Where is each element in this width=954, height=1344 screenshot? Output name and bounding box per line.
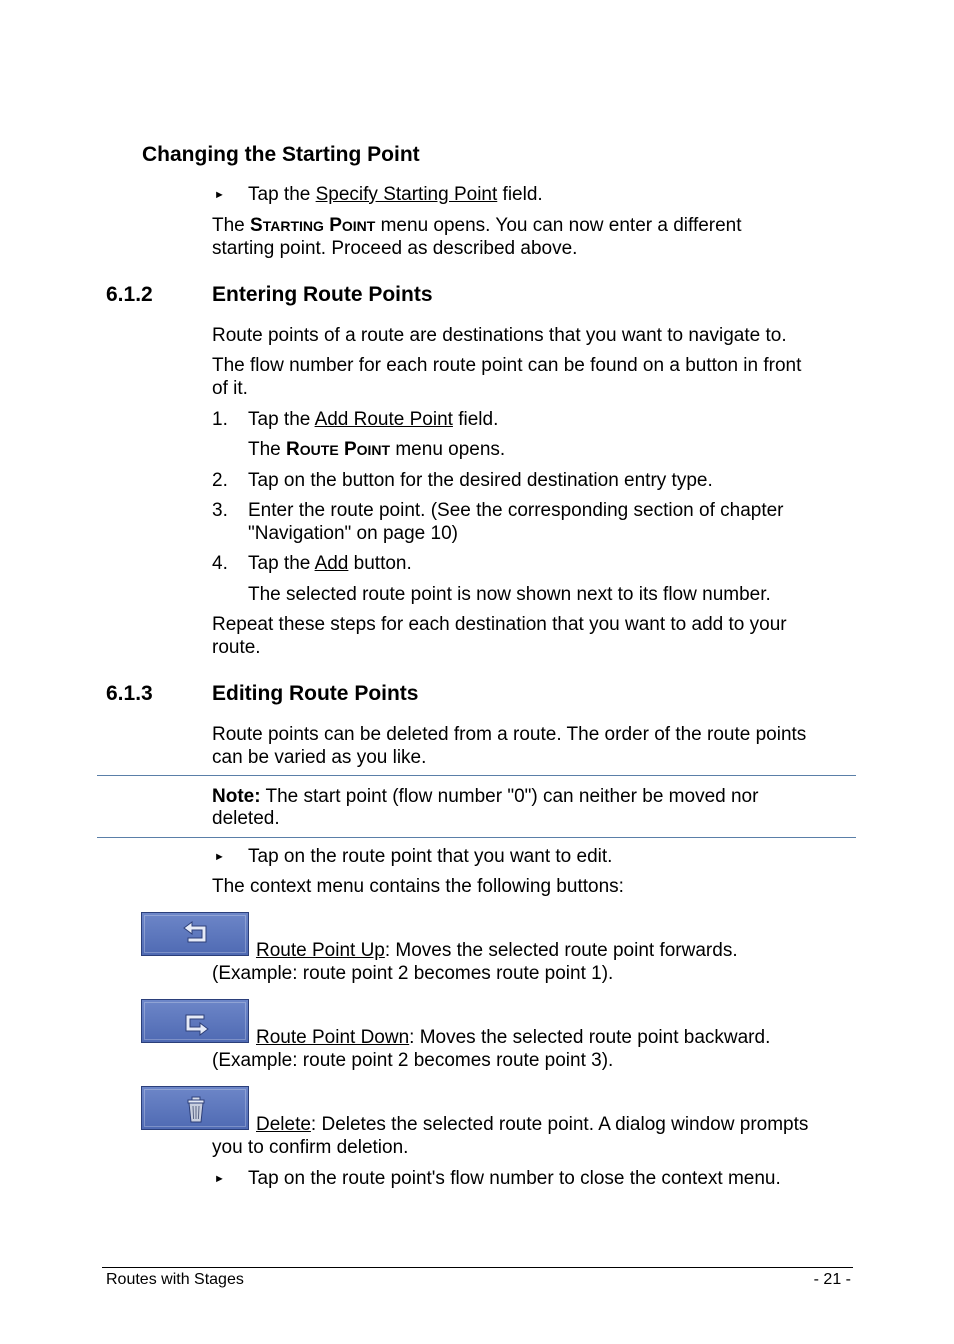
text: Tap the [248,553,315,574]
text: : Deletes the selected route point. A dialog window prompts [310,1114,809,1135]
button-description-line: (Example: route point 2 becomes route point 1). [212,963,614,984]
step-result [248,438,505,462]
footer-title: Routes with Stages [106,1271,244,1288]
menu-name: OINT [356,442,391,458]
note-text: The start point (flow number "0") can neither be moved nor [260,786,759,807]
text: menu opens. [390,439,506,460]
add-button-link[interactable]: Add [314,553,349,574]
menu-name: OUTE [299,442,339,458]
note-bottom-rule [97,837,856,838]
step-result: The selected route point is now shown next to its flow number. [248,584,771,605]
button-description [256,1026,770,1049]
page-number: - 21 - [813,1271,851,1288]
text: : Moves the selected route point forwards. [384,940,738,961]
note-label: Note: [212,786,261,807]
note-line: deleted. [212,808,280,829]
paragraph-line: starting point. Proceed as described above. [212,238,578,259]
section-heading: Editing Route Points [212,682,419,705]
footer-rule [102,1267,853,1268]
paragraph: Repeat these steps for each destination that you want to add to your [212,614,787,635]
paragraph: The context menu contains the following buttons: [212,876,624,897]
paragraph: Route points of a route are destinations that you want to navigate to. [212,325,787,346]
list-number: 3. [212,500,228,521]
bullet-icon: ► [214,189,225,201]
menu-name: S [250,215,263,236]
arrow-up-return-icon [178,920,214,950]
section-heading: Entering Route Points [212,283,433,306]
paragraph: The flow number for each route point can be found on a button in front [212,355,802,376]
step-text: Tap on the route point that you want to edit. [248,846,613,867]
button-description-line: (Example: route point 2 becomes route point 3). [212,1050,614,1071]
list-number: 1. [212,409,228,430]
menu-name: P [329,215,342,236]
list-item [248,408,498,431]
step-text: Tap on the route point's flow number to close the context menu. [248,1168,781,1189]
menu-name: OINT [341,218,376,234]
paragraph [212,214,742,238]
section-heading: Changing the Starting Point [142,143,420,166]
section-number: 6.1.2 [106,283,153,306]
note [212,785,758,808]
paragraph: Route points can be deleted from a route. The order of the route points [212,724,807,745]
trash-icon [178,1094,214,1124]
text: field. [452,409,499,430]
step-text-post: field. [497,184,543,205]
arrow-down-return-icon [178,1007,214,1037]
step-text [248,183,543,206]
specify-starting-point-link[interactable]: Specify Starting Point [315,184,498,205]
text: : Moves the selected route point backward. [409,1027,771,1048]
section-number: 6.1.3 [106,682,153,705]
list-item [248,552,412,575]
route-point-up-link[interactable]: Route Point Up [256,940,385,961]
route-point-down-button-image [141,999,249,1043]
list-number: 2. [212,470,228,491]
add-route-point-link[interactable]: Add Route Point [314,409,453,430]
text: menu opens. You can now enter a different [375,215,742,236]
button-description [256,939,738,962]
list-item-line: "Navigation" on page 10) [248,523,458,544]
delete-link[interactable]: Delete [256,1114,311,1135]
menu-name: P [343,439,357,460]
paragraph-line: of it. [212,378,248,399]
text: The [212,215,251,236]
text: button. [348,553,412,574]
paragraph-line: route. [212,637,261,658]
list-item: Enter the route point. (See the corresponding section of chapter [248,500,784,521]
route-point-up-button-image [141,912,249,956]
delete-button-image [141,1086,249,1130]
text: Tap the [248,409,315,430]
menu-name: R [286,439,300,460]
step-text-pre: Tap the [248,184,316,205]
paragraph-line: can be varied as you like. [212,747,427,768]
text: The [248,439,287,460]
note-top-rule [97,775,856,776]
bullet-icon: ► [214,1173,225,1185]
button-description [256,1113,808,1136]
menu-name: TARTING [262,218,324,234]
route-point-down-link[interactable]: Route Point Down [256,1027,410,1048]
bullet-icon: ► [214,851,225,863]
button-description-line: you to confirm deletion. [212,1137,409,1158]
list-number: 4. [212,553,228,574]
list-item: Tap on the button for the desired destination entry type. [248,470,713,491]
